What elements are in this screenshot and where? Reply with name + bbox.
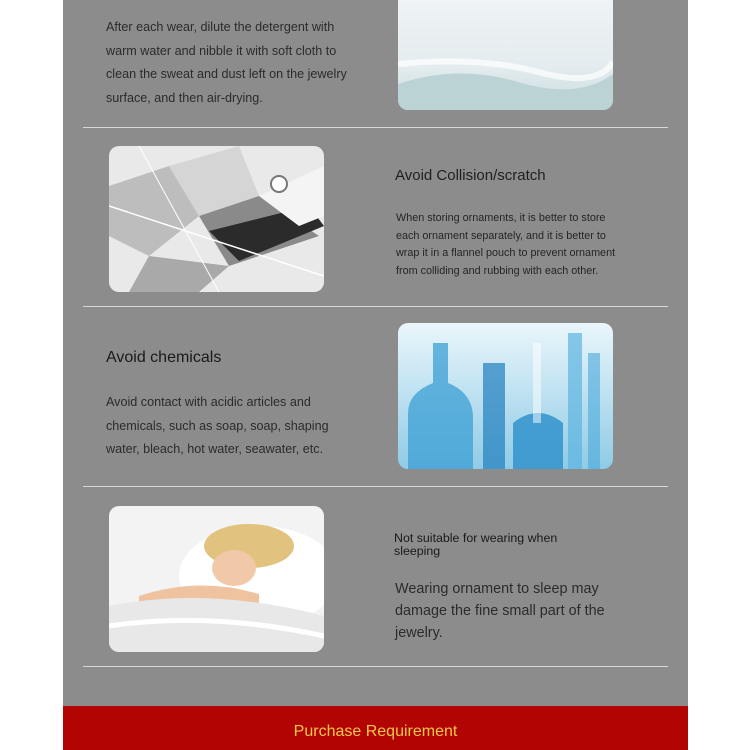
collision-description-text: When storing ornaments, it is better to store each ornament separately, and it is better to wrap it in a flannel pouch to prevent ornament from colliding and rubbing with each other. <box>396 212 616 277</box>
chemicals-description-text: Avoid contact with acidic articles and chemicals, such as soap, soap, shaping water, bleach, hot water, seawater, etc. <box>106 395 329 456</box>
section-divider <box>83 306 668 307</box>
section-divider <box>83 127 668 128</box>
broken-glass-photo <box>109 146 324 292</box>
section-divider <box>83 486 668 487</box>
sleeping-description-text: Wearing ornament to sleep may damage the fine small part of the jewelry. <box>395 581 605 641</box>
sleeping-woman-photo <box>109 506 324 652</box>
white-towel-photo <box>398 0 613 110</box>
purchase-requirement-title: Purchase Requirement <box>293 723 458 740</box>
section-heading-sleeping: Not suitable for wearing when sleeping <box>394 531 558 558</box>
lab-glassware-photo <box>398 323 613 469</box>
section-heading-collision: Avoid Collision/scratch <box>395 167 546 184</box>
purchase-requirement-banner <box>63 706 688 750</box>
section-divider <box>83 666 668 667</box>
cleaning-instructions-text: After each wear, dilute the detergent with warm water and nibble it with soft cloth to clean the sweat and dust left on the jewelry surface, and then air-drying. <box>106 20 347 105</box>
section-heading-chemicals: Avoid chemicals <box>106 349 222 366</box>
